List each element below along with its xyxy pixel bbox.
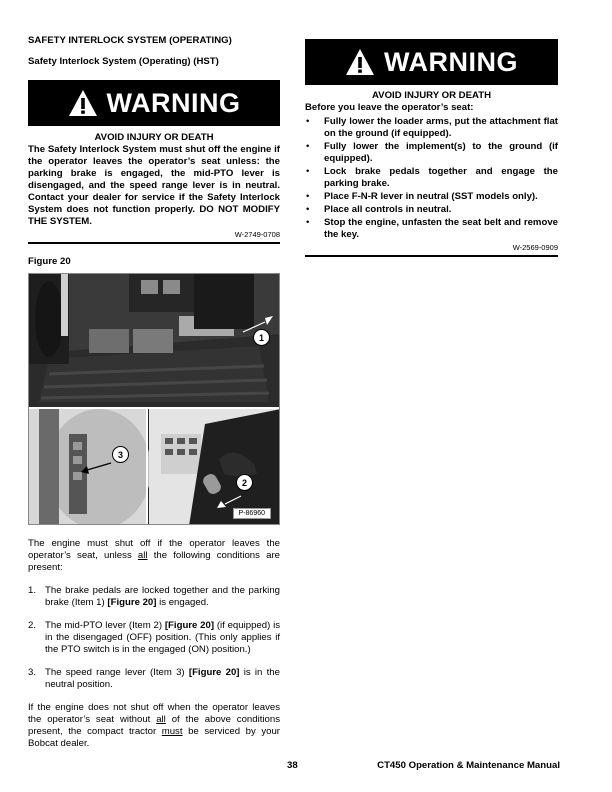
warning-word: WARNING — [106, 87, 241, 118]
list-item: • Fully lower the loader arms, put the attachment flat on the ground (if equipped). — [305, 116, 558, 140]
warning-heading: AVOID INJURY OR DEATH — [371, 90, 492, 101]
warning-code: W-2749-0708 — [234, 230, 280, 239]
warning-banner-right — [305, 39, 558, 85]
section-title: SAFETY INTERLOCK SYSTEM (OPERATING) — [28, 35, 232, 46]
photo-code: P-86960 — [233, 508, 271, 519]
callout-1: 1 — [253, 329, 270, 346]
manual-title: CT450 Operation & Maintenance Manual — [377, 760, 560, 771]
list-item: • Fully lower the implement(s) to the ground (if equipped). — [305, 141, 558, 165]
warning-triangle-icon — [345, 48, 375, 76]
warning-triangle-icon — [68, 89, 98, 117]
warning-word: WARNING — [384, 46, 518, 77]
list-item: • Stop the engine, unfasten the seat belt and remove the key. — [305, 217, 558, 241]
list-item: 3. The speed range lever (Item 3) [Figure 20] is in the neutral position. — [28, 667, 280, 690]
warning-intro: Before you leave the operator’s seat: — [305, 102, 474, 113]
list-item: • Lock brake pedals together and engage the parking brake. — [305, 166, 558, 190]
intro-paragraph: The engine must shut off if the operator leaves the operator’s seat, unless all the following conditions are present: — [28, 538, 280, 573]
list-item: 1. The brake pedals are locked together and the parking brake (Item 1) [Figure 20] is engaged. — [28, 585, 280, 608]
figure-label: Figure 20 — [28, 256, 71, 267]
warning-code: W-2569-0909 — [512, 243, 558, 252]
warning-banner-left — [28, 80, 280, 126]
warning-heading: AVOID INJURY OR DEATH — [94, 132, 214, 143]
right-column — [305, 39, 558, 257]
subsection-title: Safety Interlock System (Operating) (HST) — [28, 56, 219, 67]
callout-3: 3 — [112, 446, 129, 463]
divider — [305, 255, 558, 257]
callout-2: 2 — [236, 474, 253, 491]
precaution-list — [305, 116, 558, 241]
conditions-list — [28, 585, 280, 691]
list-item: • Place F-N-R lever in neutral (SST models only). — [305, 191, 558, 203]
closing-paragraph: If the engine does not shut off when the operator leaves the operator’s seat without all of the above conditions present, the compact tractor must be serviced by your Bobcat dealer. — [28, 702, 281, 749]
warning-body: The Safety Interlock System must shut off the engine if the operator leaves the operator’s seat unless: the parking brake is engaged, the mid-PTO lever is disengaged, and the speed range lever is in neutral. Contact your dealer for service if the Safety Interlock System does not function properly. DO NOT MODIFY THE SYSTEM. — [28, 144, 280, 227]
figure-20-photo — [28, 273, 280, 525]
left-column — [28, 35, 280, 750]
page-number: 38 — [287, 760, 298, 771]
divider — [28, 242, 280, 244]
list-item: 2. The mid-PTO lever (Item 2) [Figure 20] (if equipped) is in the disengaged (OFF) position. (This only applies if the PTO switch is in the engaged (ON) position.) — [28, 620, 280, 655]
list-item: • Place all controls in neutral. — [305, 204, 558, 216]
